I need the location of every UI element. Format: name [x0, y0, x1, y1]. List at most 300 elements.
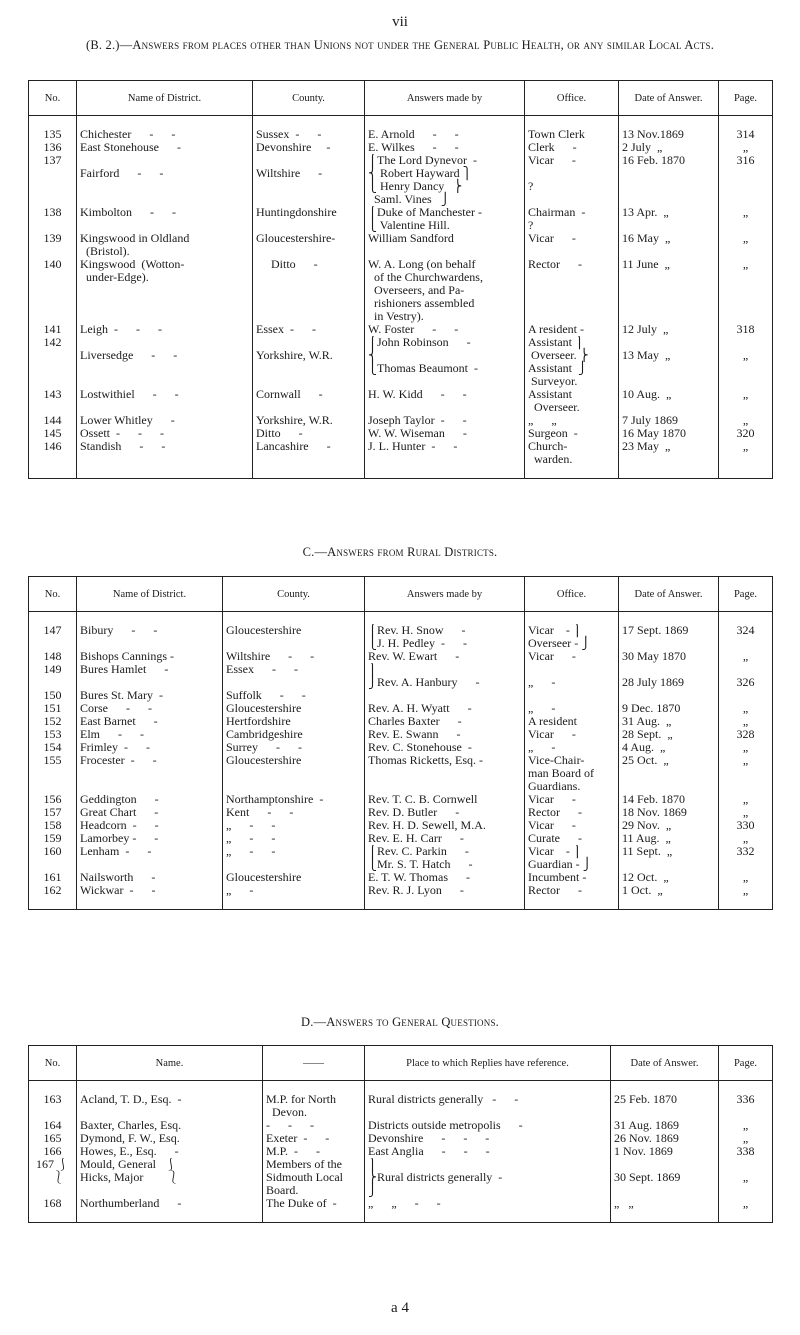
- cell-position: M.P. - -: [263, 1145, 365, 1158]
- cell-county: Yorkshire, W.R.: [253, 336, 365, 388]
- column-header: Page.: [719, 577, 773, 612]
- cell-county: „ -: [223, 884, 365, 897]
- spacer-cell: [365, 116, 525, 129]
- spacer-cell: [29, 1210, 77, 1223]
- cell-district: Fairford - -: [77, 154, 253, 206]
- cell-county: Northamptonshire -: [223, 793, 365, 806]
- cell-date: 16 May 1870: [619, 427, 719, 440]
- cell-page: „: [719, 871, 773, 884]
- cell-answered-by: ⎧Rev. H. Snow - ⎩J. H. Pedley - -: [365, 624, 525, 650]
- cell-date: 1 Nov. 1869: [611, 1145, 719, 1158]
- cell-county: Wiltshire - -: [223, 650, 365, 663]
- cell-no: 139: [29, 232, 77, 258]
- cell-no: 153: [29, 728, 77, 741]
- cell-no: 166: [29, 1145, 77, 1158]
- cell-position: The Duke of -: [263, 1197, 365, 1210]
- cell-answered-by: Rev. E. H. Carr -: [365, 832, 525, 845]
- cell-answered-by: E. T. W. Thomas -: [365, 871, 525, 884]
- spacer-cell: [365, 1210, 611, 1223]
- cell-no: 158: [29, 819, 77, 832]
- column-header: Place to which Replies have reference.: [365, 1046, 611, 1081]
- table-row: [29, 715, 773, 728]
- cell-page: 330: [719, 819, 773, 832]
- cell-page: „: [719, 650, 773, 663]
- cell-answered-by: Rev. C. Stonehouse -: [365, 741, 525, 754]
- section-b-heading: Answers from places other than Unions not under the General Public Health, or any similar Local Acts.: [132, 38, 715, 52]
- spacer-cell: [611, 1210, 719, 1223]
- cell-answered-by: Rev. T. C. B. Cornwell: [365, 793, 525, 806]
- cell-no: 164: [29, 1119, 77, 1132]
- cell-no: 157: [29, 806, 77, 819]
- cell-county: Gloucestershire: [223, 702, 365, 715]
- cell-page: „: [719, 141, 773, 154]
- cell-district: Bures St. Mary -: [77, 689, 223, 702]
- spacer-cell: [77, 612, 223, 625]
- column-header: ——: [263, 1046, 365, 1081]
- cell-page: „: [719, 1158, 773, 1197]
- table-row: [29, 336, 773, 388]
- cell-place: ⎫ ⎬Rural districts generally - ⎭: [365, 1158, 611, 1197]
- cell-no: 145: [29, 427, 77, 440]
- cell-name: Northumberland -: [77, 1197, 263, 1210]
- cell-county: Sussex - -: [253, 128, 365, 141]
- cell-county: Wiltshire -: [253, 154, 365, 206]
- section-b-prefix: (B. 2.)—: [85, 38, 133, 52]
- column-header: No.: [29, 1046, 77, 1081]
- column-header: Answers made by: [365, 81, 525, 116]
- cell-office: „ -: [525, 741, 619, 754]
- cell-name: Baxter, Charles, Esq.: [77, 1119, 263, 1132]
- cell-page: „: [719, 206, 773, 232]
- cell-office: Town Clerk: [525, 128, 619, 141]
- cell-name: Mould, General ⎰ Hicks, Major ⎱: [77, 1158, 263, 1197]
- cell-district: Ossett - - -: [77, 427, 253, 440]
- spacer-cell: [365, 466, 525, 479]
- spacer-cell: [253, 116, 365, 129]
- cell-district: Bibury - -: [77, 624, 223, 650]
- column-header: Page.: [719, 1046, 773, 1081]
- cell-office: Assistant Overseer.: [525, 388, 619, 414]
- cell-no: 165: [29, 1132, 77, 1145]
- cell-no: 168: [29, 1197, 77, 1210]
- spacer-cell: [719, 466, 773, 479]
- cell-county: Yorkshire, W.R.: [253, 414, 365, 427]
- spacer-cell: [253, 466, 365, 479]
- cell-office: Church- warden.: [525, 440, 619, 466]
- section-c-table: [28, 576, 773, 910]
- spacer-cell: [29, 116, 77, 129]
- cell-date: 29 Nov. „: [619, 819, 719, 832]
- cell-county: Kent - -: [223, 806, 365, 819]
- cell-page: 320: [719, 427, 773, 440]
- cell-office: Vicar -: [525, 728, 619, 741]
- cell-place: East Anglia - - -: [365, 1145, 611, 1158]
- cell-office: A resident: [525, 715, 619, 728]
- cell-page: „: [719, 1132, 773, 1145]
- cell-page: 328: [719, 728, 773, 741]
- spacer-cell: [525, 466, 619, 479]
- cell-place: Districts outside metropolis -: [365, 1119, 611, 1132]
- cell-no: 150: [29, 689, 77, 702]
- cell-name: Acland, T. D., Esq. -: [77, 1093, 263, 1119]
- cell-district: Great Chart -: [77, 806, 223, 819]
- table-row: [29, 232, 773, 258]
- cell-office: Rector -: [525, 258, 619, 323]
- cell-office: Surgeon -: [525, 427, 619, 440]
- cell-district: Frocester - -: [77, 754, 223, 793]
- column-header: Name of District.: [77, 577, 223, 612]
- cell-answered-by: ⎧Rev. C. Parkin - ⎩Mr. S. T. Hatch -: [365, 845, 525, 871]
- cell-district: Liversedge - -: [77, 336, 253, 388]
- cell-answered-by: [365, 689, 525, 702]
- cell-office: Vicar - ⎫ Guardian - ⎭: [525, 845, 619, 871]
- spacer-cell: [719, 897, 773, 910]
- cell-page: 316: [719, 154, 773, 206]
- cell-position: Exeter - -: [263, 1132, 365, 1145]
- cell-page: „: [719, 1119, 773, 1132]
- cell-no: 167 ⎰ ⎱: [29, 1158, 77, 1197]
- cell-no: 161: [29, 871, 77, 884]
- cell-answered-by: ⎫ ⎭Rev. A. Hanbury -: [365, 663, 525, 689]
- table-row: [29, 624, 773, 650]
- cell-date: 11 June „: [619, 258, 719, 323]
- cell-office: „ -: [525, 663, 619, 689]
- cell-no: 140: [29, 258, 77, 323]
- table-row: [29, 323, 773, 336]
- cell-county: „ - -: [223, 845, 365, 871]
- cell-office: Vicar -: [525, 819, 619, 832]
- cell-no: 162: [29, 884, 77, 897]
- cell-date: 16 May „: [619, 232, 719, 258]
- spacer-cell: [719, 612, 773, 625]
- cell-county: Gloucestershire: [223, 754, 365, 793]
- cell-position: M.P. for North Devon.: [263, 1093, 365, 1119]
- column-header: Name.: [77, 1046, 263, 1081]
- cell-district: Lamorbey - -: [77, 832, 223, 845]
- table-row: [29, 1197, 773, 1210]
- spacer-cell: [619, 116, 719, 129]
- table-row: [29, 819, 773, 832]
- cell-answered-by: W. Foster - -: [365, 323, 525, 336]
- spacer-cell: [619, 612, 719, 625]
- cell-no: 136: [29, 141, 77, 154]
- cell-district: Lostwithiel - -: [77, 388, 253, 414]
- cell-date: 11 Sept. „: [619, 845, 719, 871]
- cell-district: Bures Hamlet -: [77, 663, 223, 689]
- cell-office: [525, 689, 619, 702]
- section-d-prefix: D.—: [301, 1015, 327, 1029]
- cell-district: Corse - -: [77, 702, 223, 715]
- table-row: [29, 128, 773, 141]
- cell-date: 31 Aug. „: [619, 715, 719, 728]
- spacer-cell: [77, 1210, 263, 1223]
- cell-district: Leigh - - -: [77, 323, 253, 336]
- table-row: [29, 741, 773, 754]
- cell-date: 11 Aug. „: [619, 832, 719, 845]
- cell-name: Howes, E., Esq. -: [77, 1145, 263, 1158]
- cell-date: 13 Nov.1869: [619, 128, 719, 141]
- cell-date: 14 Feb. 1870: [619, 793, 719, 806]
- spacer-cell: [77, 897, 223, 910]
- section-c-prefix: C.—: [302, 545, 328, 559]
- table-row: [29, 154, 773, 206]
- column-header: County.: [223, 577, 365, 612]
- cell-county: Essex - -: [253, 323, 365, 336]
- cell-page: 314: [719, 128, 773, 141]
- cell-place: Devonshire - - -: [365, 1132, 611, 1145]
- cell-office: „ „: [525, 414, 619, 427]
- cell-no: 156: [29, 793, 77, 806]
- cell-office: Curate -: [525, 832, 619, 845]
- table-row: [29, 650, 773, 663]
- cell-district: Bishops Cannings -: [77, 650, 223, 663]
- cell-no: 148: [29, 650, 77, 663]
- table-row: [29, 871, 773, 884]
- cell-date: 25 Feb. 1870: [611, 1093, 719, 1119]
- cell-date: 28 Sept. „: [619, 728, 719, 741]
- cell-answered-by: Rev. R. J. Lyon -: [365, 884, 525, 897]
- cell-page: „: [719, 702, 773, 715]
- table-row: [29, 702, 773, 715]
- spacer-cell: [525, 897, 619, 910]
- cell-district: Headcorn - -: [77, 819, 223, 832]
- spacer-cell: [719, 116, 773, 129]
- cell-page: „: [719, 741, 773, 754]
- spacer-cell: [719, 1081, 773, 1094]
- spacer-cell: [365, 612, 525, 625]
- cell-page: 338: [719, 1145, 773, 1158]
- cell-district: Chichester - -: [77, 128, 253, 141]
- cell-date: [619, 689, 719, 702]
- cell-date: 2 July „: [619, 141, 719, 154]
- cell-answered-by: J. L. Hunter - -: [365, 440, 525, 466]
- cell-page: „: [719, 258, 773, 323]
- table-row: [29, 141, 773, 154]
- cell-date: 30 Sept. 1869: [611, 1158, 719, 1197]
- cell-no: 146: [29, 440, 77, 466]
- cell-answered-by: W. A. Long (on behalf of the Churchwardens, Overseers, and Pa- rishioners assembled in Vestry).: [365, 258, 525, 323]
- cell-office: Vicar -: [525, 793, 619, 806]
- cell-office: Incumbent -: [525, 871, 619, 884]
- cell-no: 149: [29, 663, 77, 689]
- cell-date: 30 May 1870: [619, 650, 719, 663]
- cell-date: 28 July 1869: [619, 663, 719, 689]
- section-b-title: [0, 38, 800, 53]
- cell-page: „: [719, 232, 773, 258]
- spacer-cell: [29, 1081, 77, 1094]
- cell-office: Rector -: [525, 806, 619, 819]
- column-header: Date of Answer.: [611, 1046, 719, 1081]
- cell-no: 142: [29, 336, 77, 388]
- cell-date: 25 Oct. „: [619, 754, 719, 793]
- spacer-cell: [29, 612, 77, 625]
- section-d-heading: Answers to General Questions.: [326, 1015, 499, 1029]
- section-b-header-row: [29, 81, 773, 116]
- cell-no: 159: [29, 832, 77, 845]
- cell-office: Assistant ⎫ Overseer. ⎬ Assistant ⎭ Surveyor.: [525, 336, 619, 388]
- cell-date: 13 Apr. „: [619, 206, 719, 232]
- cell-date: 9 Dec. 1870: [619, 702, 719, 715]
- section-d-title: [0, 1015, 800, 1030]
- cell-page: „: [719, 414, 773, 427]
- cell-page: „: [719, 1197, 773, 1210]
- cell-no: 138: [29, 206, 77, 232]
- cell-answered-by: Rev. E. Swann -: [365, 728, 525, 741]
- column-header: Office.: [525, 81, 619, 116]
- column-header: Name of District.: [77, 81, 253, 116]
- cell-district: East Stonehouse -: [77, 141, 253, 154]
- spacer-cell: [29, 897, 77, 910]
- cell-page: „: [719, 832, 773, 845]
- cell-answered-by: ⎧John Robinson - ⎨ ⎩Thomas Beaumont -: [365, 336, 525, 388]
- table-row: [29, 754, 773, 793]
- column-header: No.: [29, 577, 77, 612]
- cell-page: 332: [719, 845, 773, 871]
- cell-district: Lenham - -: [77, 845, 223, 871]
- cell-no: 154: [29, 741, 77, 754]
- cell-date: 17 Sept. 1869: [619, 624, 719, 650]
- cell-date: 31 Aug. 1869: [611, 1119, 719, 1132]
- cell-answered-by: W. W. Wiseman -: [365, 427, 525, 440]
- cell-position: Members of the Sidmouth Local Board.: [263, 1158, 365, 1197]
- column-header: Date of Answer.: [619, 577, 719, 612]
- cell-date: 18 Nov. 1869: [619, 806, 719, 819]
- section-d-header-row: [29, 1046, 773, 1081]
- cell-answered-by: Rev. W. Ewart -: [365, 650, 525, 663]
- cell-answered-by: H. W. Kidd - -: [365, 388, 525, 414]
- cell-name: Dymond, F. W., Esq.: [77, 1132, 263, 1145]
- cell-page: „: [719, 388, 773, 414]
- table-row: [29, 258, 773, 323]
- cell-answered-by: Joseph Taylor - -: [365, 414, 525, 427]
- cell-county: „ - -: [223, 819, 365, 832]
- cell-answered-by: William Sandford: [365, 232, 525, 258]
- spacer-cell: [365, 897, 525, 910]
- cell-district: East Barnet -: [77, 715, 223, 728]
- cell-date: 12 July „: [619, 323, 719, 336]
- cell-office: Rector -: [525, 884, 619, 897]
- cell-county: Lancashire -: [253, 440, 365, 466]
- cell-page: „: [719, 336, 773, 388]
- page-number: vii: [392, 14, 408, 30]
- cell-page: 336: [719, 1093, 773, 1119]
- cell-district: Nailsworth -: [77, 871, 223, 884]
- spacer-cell: [525, 612, 619, 625]
- cell-date: 7 July 1869: [619, 414, 719, 427]
- table-row: [29, 806, 773, 819]
- cell-county: Surrey - -: [223, 741, 365, 754]
- section-c-heading: Answers from Rural Districts.: [327, 545, 498, 559]
- table-row: [29, 832, 773, 845]
- cell-answered-by: Rev. A. H. Wyatt -: [365, 702, 525, 715]
- spacer-cell: [223, 897, 365, 910]
- table-row: [29, 1119, 773, 1132]
- cell-no: 137: [29, 154, 77, 206]
- spacer-cell: [77, 1081, 263, 1094]
- cell-office: Chairman - ?: [525, 206, 619, 232]
- cell-date: 4 Aug. „: [619, 741, 719, 754]
- cell-no: 151: [29, 702, 77, 715]
- cell-answered-by: Rev. H. D. Sewell, M.A.: [365, 819, 525, 832]
- cell-page: „: [719, 754, 773, 793]
- cell-county: Huntingdonshire: [253, 206, 365, 232]
- cell-place: Rural districts generally - -: [365, 1093, 611, 1119]
- table-row: [29, 414, 773, 427]
- cell-page: „: [719, 440, 773, 466]
- column-header: Office.: [525, 577, 619, 612]
- cell-office: Clerk -: [525, 141, 619, 154]
- cell-office: Vicar - ⎫ Overseer - ⎭: [525, 624, 619, 650]
- cell-district: Wickwar - -: [77, 884, 223, 897]
- cell-district: Geddington -: [77, 793, 223, 806]
- cell-office: A resident -: [525, 323, 619, 336]
- table-row: [29, 845, 773, 871]
- cell-no: 143: [29, 388, 77, 414]
- cell-office: Vicar -: [525, 650, 619, 663]
- cell-office: „ -: [525, 702, 619, 715]
- column-header: Date of Answer.: [619, 81, 719, 116]
- cell-county: Gloucestershire-: [253, 232, 365, 258]
- spacer-cell: [263, 1081, 365, 1094]
- cell-county: Hertfordshire: [223, 715, 365, 728]
- cell-page: 326: [719, 663, 773, 689]
- table-row: [29, 728, 773, 741]
- cell-page: „: [719, 715, 773, 728]
- cell-no: 163: [29, 1093, 77, 1119]
- cell-county: Suffolk - -: [223, 689, 365, 702]
- spacer-cell: [77, 116, 253, 129]
- section-d-table: [28, 1045, 773, 1223]
- table-row: [29, 793, 773, 806]
- column-header: Page.: [719, 81, 773, 116]
- cell-answered-by: ⎧Duke of Manchester - ⎩ Valentine Hill.: [365, 206, 525, 232]
- cell-no: 147: [29, 624, 77, 650]
- cell-county: Gloucestershire: [223, 871, 365, 884]
- cell-district: Kingswood (Wotton- under-Edge).: [77, 258, 253, 323]
- cell-office: Vicar -: [525, 232, 619, 258]
- spacer-cell: [223, 612, 365, 625]
- cell-office: Vice-Chair- man Board of Guardians.: [525, 754, 619, 793]
- spacer-cell: [365, 1081, 611, 1094]
- cell-date: „ „: [611, 1197, 719, 1210]
- table-row: [29, 427, 773, 440]
- table-row: [29, 1132, 773, 1145]
- cell-district: Lower Whitley -: [77, 414, 253, 427]
- cell-answered-by: Thomas Ricketts, Esq. -: [365, 754, 525, 793]
- cell-no: 144: [29, 414, 77, 427]
- cell-no: 155: [29, 754, 77, 793]
- cell-county: Ditto -: [253, 258, 365, 323]
- cell-county: Devonshire -: [253, 141, 365, 154]
- cell-date: 16 Feb. 1870: [619, 154, 719, 206]
- section-c-title: [0, 545, 800, 560]
- cell-district: Kimbolton - -: [77, 206, 253, 232]
- cell-county: Cambridgeshire: [223, 728, 365, 741]
- cell-county: Cornwall -: [253, 388, 365, 414]
- cell-no: 135: [29, 128, 77, 141]
- column-header: No.: [29, 81, 77, 116]
- spacer-cell: [619, 466, 719, 479]
- spacer-cell: [719, 1210, 773, 1223]
- spacer-cell: [29, 466, 77, 479]
- table-row: [29, 663, 773, 689]
- spacer-cell: [619, 897, 719, 910]
- cell-district: Elm - -: [77, 728, 223, 741]
- table-row: [29, 1158, 773, 1197]
- cell-answered-by: E. Arnold - -: [365, 128, 525, 141]
- spacer-cell: [525, 116, 619, 129]
- cell-office: Vicar - ?: [525, 154, 619, 206]
